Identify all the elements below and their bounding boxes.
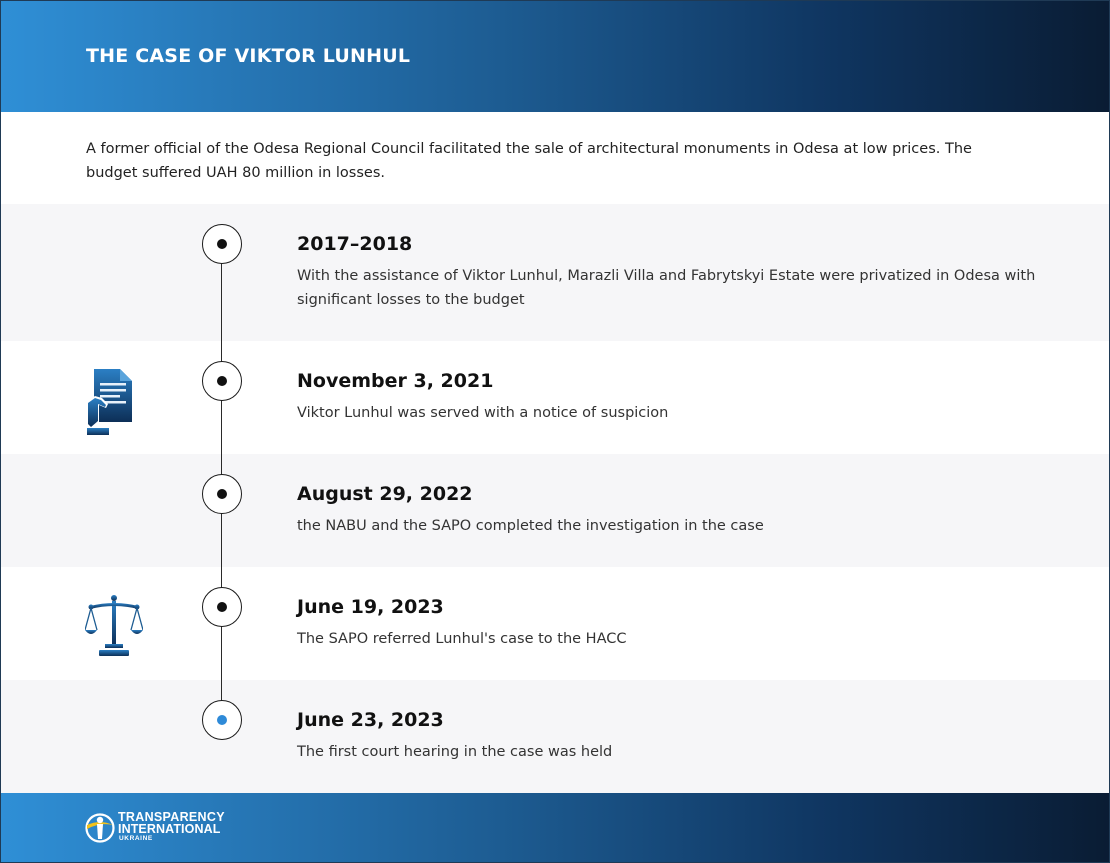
event-date: 2017–2018 (297, 233, 413, 255)
header-banner (1, 1, 1110, 112)
footer-banner (1, 793, 1110, 863)
timeline-dot (217, 239, 227, 249)
page-title: THE CASE OF VIKTOR LUNHUL (86, 45, 411, 67)
timeline-node (202, 361, 242, 401)
timeline-event (297, 482, 1037, 538)
timeline-event (297, 369, 1037, 425)
timeline-event (297, 595, 1037, 651)
logo-line1: TRANSPARENCY (118, 810, 225, 824)
event-description: With the assistance of Viktor Lunhul, Marazli Villa and Fabrytskyi Estate were privatized in Odesa with significant losses to the budget (297, 268, 1036, 308)
timeline-node (202, 474, 242, 514)
event-date: August 29, 2022 (297, 483, 473, 505)
timeline-node (202, 224, 242, 264)
ti-logo-icon (85, 811, 117, 843)
logo-line3: UKRAINE (119, 835, 153, 842)
logo-line2: INTERNATIONAL (118, 822, 221, 836)
timeline-event (297, 232, 1037, 312)
event-description: The SAPO referred Lunhul's case to the HACC (297, 631, 627, 647)
event-date: November 3, 2021 (297, 370, 494, 392)
event-description: the NABU and the SAPO completed the investigation in the case (297, 518, 764, 534)
timeline-event (297, 708, 1037, 764)
event-description: The first court hearing in the case was held (297, 744, 613, 760)
timeline-dot (217, 602, 227, 612)
scales-icon (85, 594, 143, 658)
timeline-dot (217, 376, 227, 386)
timeline-dot (217, 489, 227, 499)
event-date: June 19, 2023 (297, 596, 444, 618)
event-description: Viktor Lunhul was served with a notice of suspicion (297, 405, 669, 421)
timeline-node-current (202, 700, 242, 740)
timeline-dot (217, 715, 227, 725)
event-date: June 23, 2023 (297, 709, 444, 731)
intro-text: A former official of the Odesa Regional Council facilitated the sale of architectural monuments in Odesa at low prices. The budget suffered UAH 80 million in losses. (86, 141, 972, 181)
document-hand-icon (86, 368, 134, 438)
timeline-node (202, 587, 242, 627)
